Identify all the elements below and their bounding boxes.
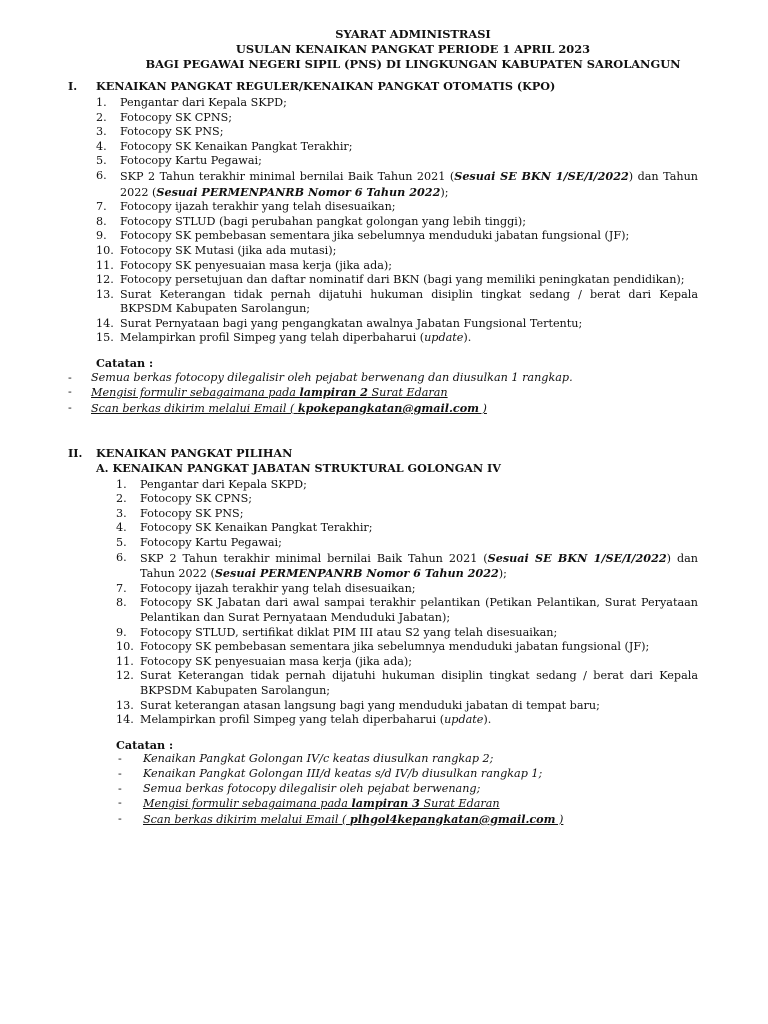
requirement-item	[116, 640, 698, 655]
item-text: Fotocopy SK CPNS;	[140, 492, 253, 506]
item-number: 1.	[116, 477, 127, 491]
item-number: 12.	[116, 669, 134, 683]
item-text: Fotocopy ijazah terakhir yang telah disesuaikan;	[140, 581, 416, 595]
item-number: 14.	[96, 316, 114, 330]
item-text: Melampirkan profil Simpeg yang telah diperbaharui (update).	[120, 331, 472, 345]
item-number: 7.	[96, 200, 107, 214]
requirement-item	[96, 273, 698, 288]
section-1-heading	[68, 79, 698, 94]
item-text: SKP 2 Tahun terakhir minimal bernilai Baik Tahun 2021 (Sesuai SE BKN 1/SE/I/2022) dan Tahun 2022 (Sesuai PERMENPANRB Nomor 6 Tahun 2022);	[140, 550, 698, 581]
requirement-item	[96, 111, 698, 126]
item-number: 10.	[96, 243, 114, 257]
item-number: 4.	[116, 521, 127, 535]
item-number: 10.	[116, 640, 134, 654]
item-number: 11.	[96, 258, 114, 272]
requirement-item	[116, 582, 698, 597]
notes-heading: Catatan :	[116, 737, 174, 752]
requirement-item	[96, 331, 698, 346]
note-item: - Semua berkas fotocopy dilegalisir oleh pejabat berwenang;	[118, 781, 481, 795]
item-text: Pengantar dari Kepala SKPD;	[120, 95, 287, 109]
requirement-item	[96, 200, 698, 215]
notes-heading: Catatan :	[96, 356, 154, 371]
section-title: KENAIKAN PANGKAT REGULER/KENAIKAN PANGKAT OTOMATIS (KPO)	[96, 79, 556, 94]
section-1-notes	[68, 356, 698, 416]
item-number: 2.	[116, 492, 127, 506]
item-text: SKP 2 Tahun terakhir minimal bernilai Baik Tahun 2021 (Sesuai SE BKN 1/SE/I/2022) dan Tahun 2022 (Sesuai PERMENPANRB Nomor 6 Tahun 2022);	[120, 168, 698, 199]
item-text: Surat Keterangan tidak pernah dijatuhi hukuman disiplin tingkat sedang / berat dari Kepala BKPSDM Kabupaten Sarolangun;	[120, 287, 698, 316]
header-subtitle: USULAN KENAIKAN PANGKAT PERIODE 1 APRIL 2023	[235, 41, 591, 56]
requirement-item	[96, 317, 698, 332]
requirement-item	[96, 154, 698, 169]
item-text: Pengantar dari Kepala SKPD;	[140, 477, 307, 491]
requirement-item	[96, 140, 698, 155]
section-number: II.	[68, 446, 83, 461]
item-text: Surat Pernyataan bagi yang pengangkatan awalnya Jabatan Fungsional Tertentu;	[120, 316, 583, 330]
item-text: Fotocopy SK CPNS;	[120, 110, 233, 124]
item-number: 1.	[96, 95, 107, 109]
requirement-item	[116, 655, 698, 670]
item-text: Fotocopy SK Kenaikan Pangkat Terakhir;	[120, 139, 353, 153]
item-number: 7.	[116, 581, 127, 595]
note-item: - Mengisi formulir sebagaimana pada lampiran 3 Surat Edaran	[118, 796, 500, 811]
item-text: Fotocopy SK penyesuaian masa kerja (jika ada);	[140, 654, 413, 668]
item-number: 13.	[96, 287, 114, 301]
item-text: Fotocopy SK Jabatan dari awal sampai terakhir pelantikan (Petikan Pelantikan, Surat Peryataan Pelantikan dan Surat Pernyataan Menduduki Jabatan);	[140, 596, 698, 624]
item-number: 6.	[96, 168, 107, 182]
requirement-item	[116, 507, 698, 522]
item-text: Fotocopy STLUD (bagi perubahan pangkat golongan yang lebih tinggi);	[120, 214, 526, 228]
item-text: Fotocopy SK pembebasan sementara jika sebelumnya menduduki jabatan fungsional (JF);	[140, 640, 650, 654]
requirement-item	[96, 169, 698, 200]
item-number: 2.	[96, 110, 107, 124]
item-number: 12.	[96, 273, 114, 287]
item-number: 8.	[96, 214, 107, 228]
requirement-item	[116, 551, 698, 582]
requirement-item	[116, 626, 698, 641]
requirement-item	[116, 699, 698, 714]
item-number: 8.	[116, 596, 127, 610]
requirement-item	[116, 478, 698, 493]
note-item: - Scan berkas dikirim melalui Email ( kpokepangkatan@gmail.com )	[68, 400, 487, 415]
item-text: Melampirkan profil Simpeg yang telah diperbaharui (update).	[140, 713, 492, 727]
item-number: 5.	[116, 536, 127, 550]
section-2-heading	[68, 446, 698, 461]
item-number: 9.	[96, 229, 107, 243]
item-number: 3.	[96, 125, 107, 139]
requirement-item	[96, 244, 698, 259]
section-number: I.	[68, 79, 78, 94]
note-item: - Semua berkas fotocopy dilegalisir oleh pejabat berwenang dan diusulkan 1 rangkap.	[68, 370, 573, 384]
requirement-item	[96, 96, 698, 111]
requirement-item	[116, 492, 698, 507]
item-text: Fotocopy SK PNS;	[140, 506, 244, 520]
item-text: Fotocopy persetujuan dan daftar nominatif dari BKN (bagi yang memiliki peningkatan pendidikan);	[120, 273, 685, 287]
item-text: Fotocopy Kartu Pegawai;	[140, 536, 282, 550]
requirement-item	[116, 521, 698, 536]
item-number: 5.	[96, 154, 107, 168]
item-text: Fotocopy SK Mutasi (jika ada mutasi);	[120, 243, 337, 257]
item-text: Fotocopy SK pembebasan sementara jika sebelumnya menduduki jabatan fungsional (JF);	[120, 229, 630, 243]
section-2-list	[116, 478, 698, 728]
item-number: 15.	[96, 331, 114, 345]
item-number: 3.	[116, 506, 127, 520]
requirement-item	[96, 215, 698, 230]
item-number: 4.	[96, 139, 107, 153]
note-item: - Scan berkas dikirim melalui Email ( plhgol4kepangkatan@gmail.com )	[118, 811, 564, 826]
item-text: Fotocopy ijazah terakhir yang telah disesuaikan;	[120, 200, 396, 214]
requirement-item	[116, 669, 698, 698]
requirement-item	[116, 536, 698, 551]
requirement-item	[96, 288, 698, 317]
header-title: SYARAT ADMINISTRASI	[335, 27, 491, 41]
item-text: Surat keterangan atasan langsung bagi yang menduduki jabatan di tempat baru;	[140, 698, 600, 712]
item-number: 6.	[116, 550, 127, 564]
requirement-item	[96, 125, 698, 140]
note-item: - Kenaikan Pangkat Golongan IV/c keatas diusulkan rangkap 2;	[118, 752, 494, 766]
header-scope: BAGI PEGAWAI NEGERI SIPIL (PNS) DI LINGKUNGAN KABUPATEN SAROLANGUN	[145, 56, 681, 71]
item-text: Fotocopy STLUD, sertifikat diklat PIM III atau S2 yang telah disesuaikan;	[140, 625, 558, 639]
item-text: Fotocopy Kartu Pegawai;	[120, 154, 262, 168]
item-text: Fotocopy SK penyesuaian masa kerja (jika ada);	[120, 258, 393, 272]
note-item: - Mengisi formulir sebagaimana pada lampiran 2 Surat Edaran	[68, 385, 448, 400]
section-2-subtitle: A. KENAIKAN PANGKAT JABATAN STRUKTURAL GOLONGAN IV	[96, 461, 501, 476]
requirement-item	[96, 229, 698, 244]
item-number: 11.	[116, 654, 134, 668]
section-1-list	[96, 96, 698, 346]
item-number: 13.	[116, 698, 134, 712]
note-item: - Kenaikan Pangkat Golongan III/d keatas s/d IV/b diusulkan rangkap 1;	[118, 766, 543, 780]
email-link[interactable]: kpokepangkatan@gmail.com	[297, 400, 479, 415]
email-link[interactable]: plhgol4kepangkatan@gmail.com	[349, 811, 556, 826]
item-text: Fotocopy SK PNS;	[120, 125, 224, 139]
requirement-item	[116, 713, 698, 728]
item-number: 9.	[116, 625, 127, 639]
section-title: KENAIKAN PANGKAT PILIHAN	[96, 446, 293, 461]
requirement-item	[96, 259, 698, 274]
document-header	[128, 27, 698, 71]
requirement-item	[116, 596, 698, 625]
item-text: Surat Keterangan tidak pernah dijatuhi hukuman disiplin tingkat sedang / berat dari Kepala BKPSDM Kabupaten Sarolangun;	[140, 669, 698, 697]
item-text: Fotocopy SK Kenaikan Pangkat Terakhir;	[140, 521, 373, 535]
section-2-notes	[68, 738, 698, 828]
item-number: 14.	[116, 713, 134, 727]
